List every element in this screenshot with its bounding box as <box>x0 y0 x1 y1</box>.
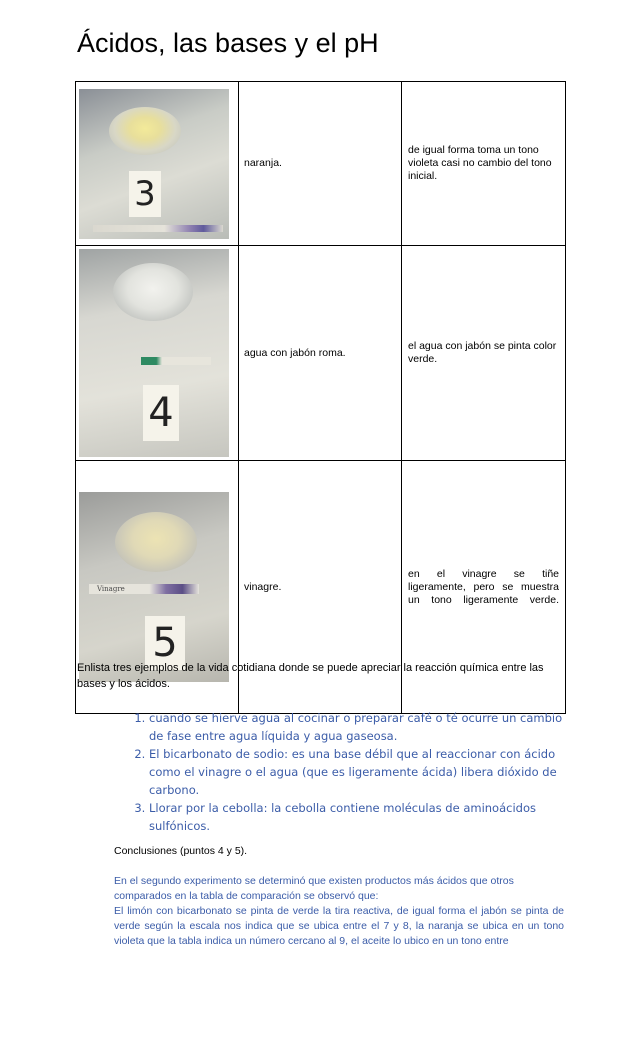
experiment-table <box>75 81 566 714</box>
table-row <box>76 82 566 246</box>
photo-cell <box>76 246 239 461</box>
list-item: 3. Llorar por la cebolla: la cebolla contiene moléculas de aminoácidos sulfónicos. <box>149 799 579 835</box>
list-item: 1. cuando se hierve agua al cocinar o preparar café o té ocurre un cambio de fase entre agua líquida y agua gaseosa. <box>149 709 579 745</box>
strip-label: Vinagre <box>97 585 125 593</box>
substance-cell: naranja. <box>239 82 402 246</box>
conclusions-paragraph: El limón con bicarbonato se pinta de verde la tira reactiva, de igual forma el jabón se pinta de verde según la escala nos indica que se ubica entre el 7 y 8, la naranja se ubica en un tono violeta que la tabla indica un número cercano al 9, el aceite lo ubico en un tono entre <box>114 905 564 947</box>
observation-cell: en el vinagre se tiñe ligeramente, pero se muestra un tono ligeramente verde. <box>402 461 566 714</box>
substance-cell: vinagre. <box>239 461 402 714</box>
sample-photo <box>79 89 229 239</box>
sample-photo <box>79 492 229 682</box>
list-item: 2. El bicarbonato de sodio: es una base débil que al reaccionar con ácido como el vinagre o el agua (que es ligeramente ácida) libera dióxido de carbono. <box>149 745 579 799</box>
conclusions-heading: Conclusiones (puntos 4 y 5). <box>114 845 248 857</box>
table-row <box>76 246 566 461</box>
observation-cell: de igual forma toma un tono violeta casi no cambio del tono inicial. <box>402 82 566 246</box>
conclusions-body <box>114 874 564 949</box>
sample-number-card: 3 <box>129 171 161 217</box>
sample-number-card: 4 <box>143 385 179 441</box>
examples-list <box>113 709 579 835</box>
sample-photo <box>79 249 229 457</box>
photo-cell <box>76 82 239 246</box>
observation-cell: el agua con jabón se pinta color verde. <box>402 246 566 461</box>
question-text: Enlista tres ejemplos de la vida cotidiana donde se puede apreciar la reacción química entre las bases y los ácidos. <box>77 662 544 690</box>
page-title: Ácidos, las bases y el pH <box>77 28 379 58</box>
sample-number-card: 5 <box>145 616 185 670</box>
substance-cell: agua con jabón roma. <box>239 246 402 461</box>
conclusions-paragraph: En el segundo experimento se determinó que existen productos más ácidos que otros comparados en la tabla de comparación se observó que: <box>114 875 514 902</box>
